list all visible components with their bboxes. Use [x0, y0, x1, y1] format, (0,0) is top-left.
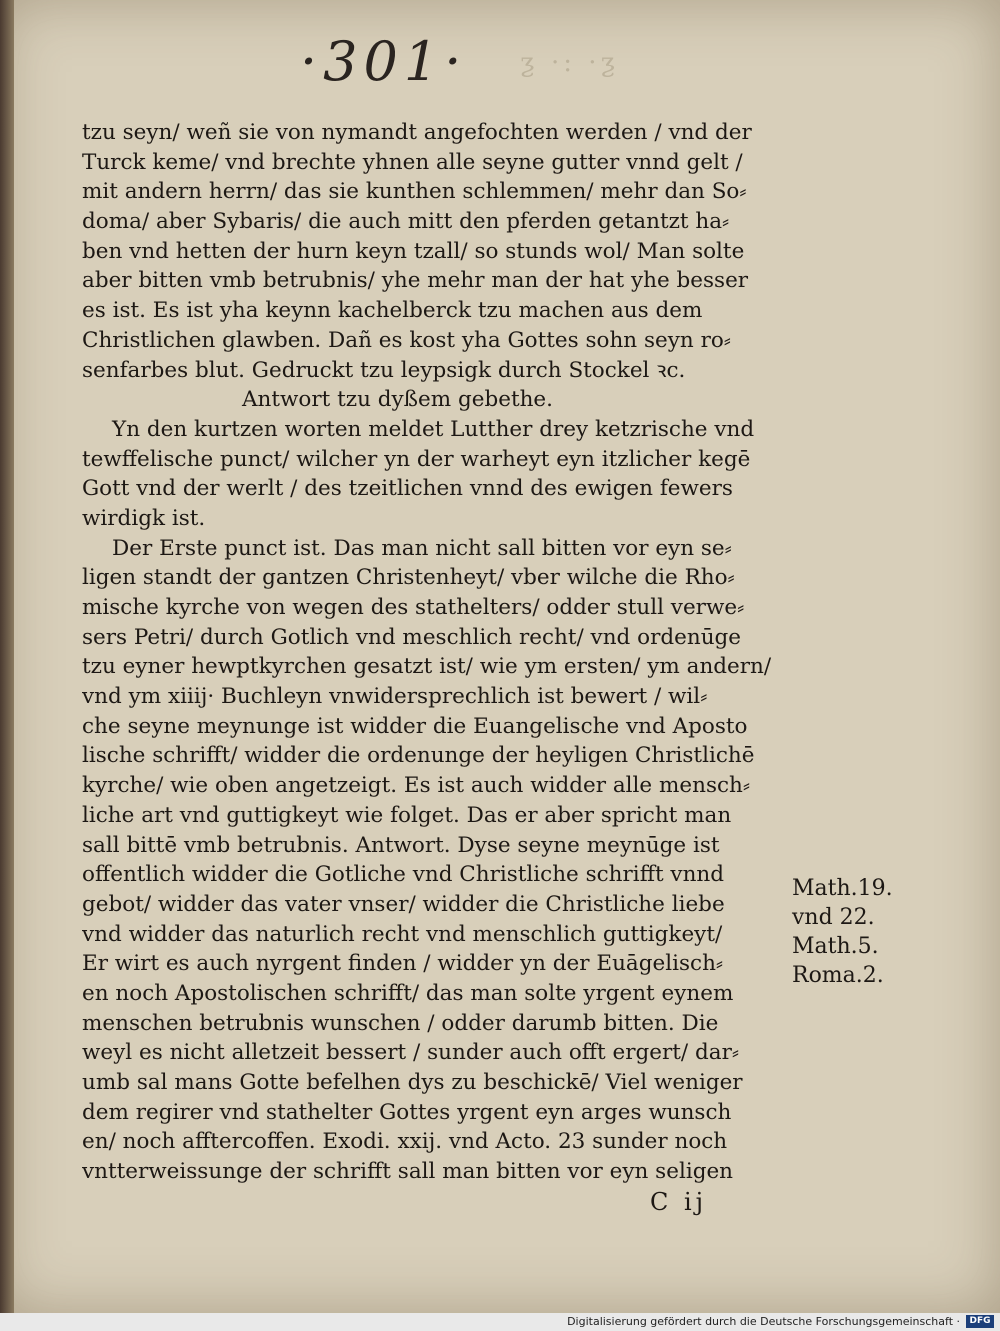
text-line: gebot/ widder das vater vnser/ widder die Christliche liebe — [82, 891, 725, 917]
text-line: sall bittē vmb betrubnis. Antwort. Dyse seyne meynūge ist — [82, 832, 720, 858]
text-line: weyl es nicht alletzeit bessert / sunder auch offt ergert/ dar⸗ — [82, 1040, 740, 1066]
text-line: Er wirt es auch nyrgent finden / widder yn der Euāgelisch⸗ — [82, 951, 724, 977]
text-line: doma/ aber Sybaris/ die auch mitt den pferden getantzt ha⸗ — [82, 209, 730, 235]
text-line: es ist. Es ist yha keynn kachelberck tzu machen aus dem — [82, 298, 703, 324]
text-line: Gott vnd der werlt / des tzeitlichen vnnd des ewigen fewers — [82, 476, 733, 502]
margin-note: vnd 22. — [792, 905, 875, 930]
funding-notice: Digitalisierung gefördert durch die Deutsche Forschungsgemeinschaft · — [567, 1315, 960, 1328]
text-line: ben vnd hetten der hurn keyn tzall/ so stunds wol/ Man solte — [82, 238, 745, 264]
text-line: vnd ym xiiij· Buchleyn vnwidersprechlich ist bewert / wil⸗ — [82, 684, 708, 710]
text-line: vntterweissunge der schrifft sall man bitten vor eyn seligen — [82, 1159, 734, 1185]
text-line: tzu seyn/ weñ sie von nymandt angefochten werden / vnd der — [82, 120, 752, 145]
text-line: ligen standt der gantzen Christenheyt/ vber wilche die Rho⸗ — [82, 565, 735, 591]
text-line: aber bitten vmb betrubnis/ yhe mehr man der hat yhe besser — [82, 268, 749, 294]
text-line: che seyne meynunge ist widder die Euangelische vnd Aposto — [82, 713, 748, 739]
text-line: Der Erste punct ist. Das man nicht sall bitten vor eyn se⸗ — [112, 535, 732, 561]
text-line: tzu eyner hewptkyrchen gesatzt ist/ wie ym ersten/ ym andern/ — [82, 654, 772, 680]
text-line: en/ noch afftercoffen. Exodi. xxij. vnd Acto. 23 sunder noch — [82, 1129, 728, 1155]
main-text-block — [82, 118, 782, 1187]
text-line: senfarbes blut. Gedruckt tzu leypsigk durch Stockel ꝛc. — [82, 357, 686, 383]
text-line: Turck keme/ vnd brechte yhnen alle seyne gutter vnnd gelt / — [82, 149, 743, 175]
text-line: offentlich widder die Gotliche vnd Christliche schrifft vnnd — [82, 862, 725, 888]
dfg-logo: DFG — [966, 1315, 994, 1328]
text-line: mit andern herrn/ das sie kunthen schlemmen/ mehr dan So⸗ — [82, 179, 747, 205]
text-line: dem regirer vnd stathelter Gottes yrgent eyn arges wunsch — [82, 1099, 732, 1125]
section-heading: Antwort tzu dyßem gebethe. — [242, 387, 553, 413]
text-line: Christlichen glawben. Dañ es kost yha Gottes sohn seyn ro⸗ — [82, 327, 731, 353]
text-line: Yn den kurtzen worten meldet Lutther drey ketzrische vnd — [112, 416, 755, 442]
margin-note: Math.5. — [792, 934, 879, 959]
margin-note: Roma.2. — [792, 963, 884, 988]
digitization-footer — [0, 1313, 1000, 1331]
margin-note: Math.19. — [792, 876, 893, 901]
text-line: lische schrifft/ widder die ordenunge der heyligen Christlichē — [82, 743, 755, 769]
text-line: wirdigk ist. — [82, 505, 206, 531]
folio-number: ·301· — [300, 30, 468, 93]
text-line: kyrche/ wie oben angetzeigt. Es ist auch widder alle mensch⸗ — [82, 773, 751, 799]
text-line: vnd widder das naturlich recht vnd menschlich guttigkeyt/ — [82, 921, 723, 947]
text-line: mische kyrche von wegen des stathelters/ odder stull verwe⸗ — [82, 595, 745, 620]
text-line: en noch Apostolischen schrifft/ das man solte yrgent eynem — [82, 980, 734, 1006]
page-binding-edge — [0, 0, 14, 1313]
faint-ink-mark: ƺ ·: ·ƺ — [520, 48, 620, 78]
text-line: tewffelische punct/ wilcher yn der warheyt eyn itzlicher kegē — [82, 446, 751, 472]
text-line: liche art vnd guttigkeyt wie folget. Das er aber spricht man — [82, 802, 732, 828]
text-line: menschen betrubnis wunschen / odder darumb bitten. Die — [82, 1010, 719, 1036]
marginal-notes — [792, 874, 942, 990]
text-line: sers Petri/ durch Gotlich vnd meschlich recht/ vnd ordenūge — [82, 624, 742, 650]
text-line: umb sal mans Gotte befelhen dys zu beschickē/ Viel weniger — [82, 1070, 743, 1095]
signature-mark: C ij — [650, 1188, 708, 1216]
